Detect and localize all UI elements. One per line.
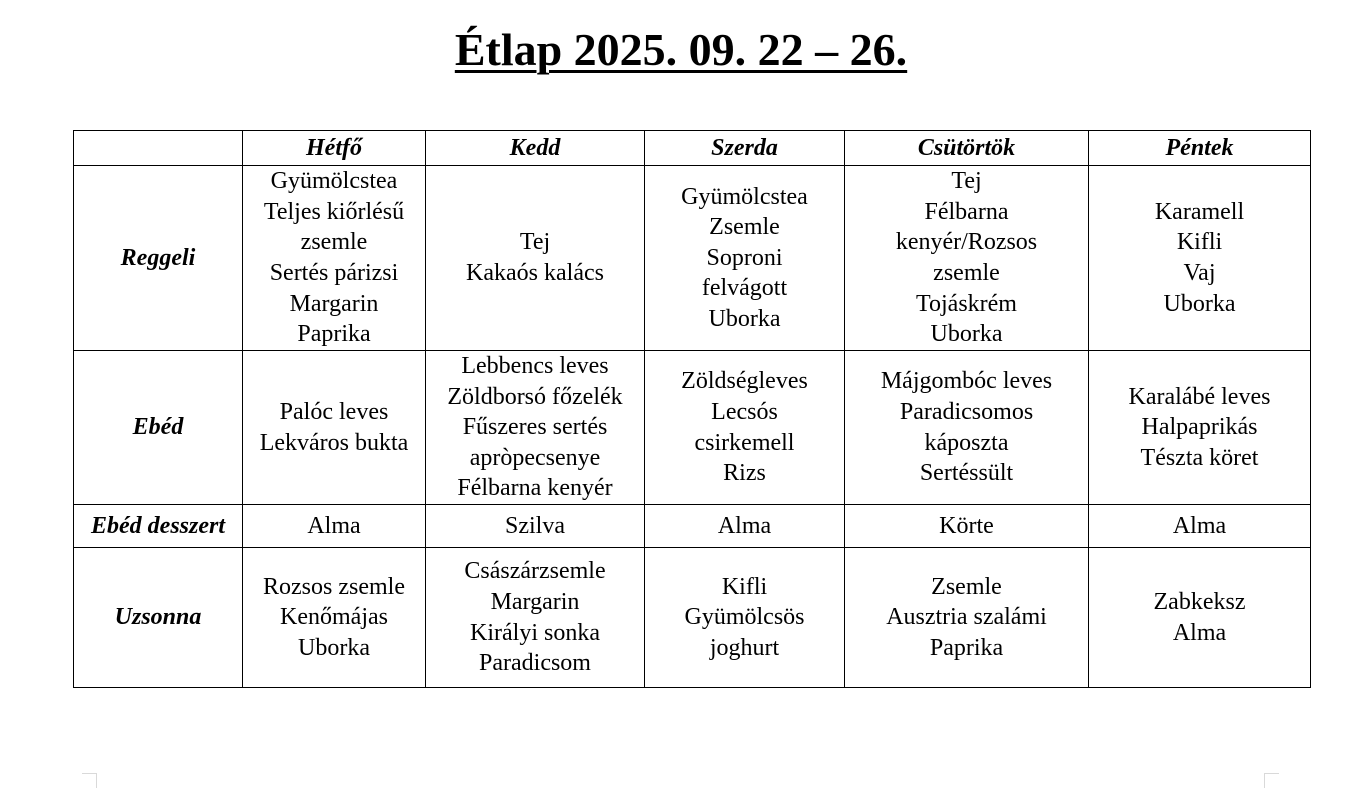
page-title-text: Étlap 2025. 09. 22 – 26. (454, 24, 908, 75)
menu-item: Palóc leves (279, 398, 389, 425)
menu-cell (1089, 505, 1311, 548)
menu-item: Zöldborsó főzelék (447, 383, 623, 410)
menu-cell (1089, 548, 1311, 688)
meal-label-ebed-desszert: Ebéd desszert (74, 505, 243, 548)
day-header-hetfo: Hétfő (243, 131, 426, 166)
menu-cell (1089, 351, 1311, 505)
menu-cell (243, 548, 426, 688)
menu-item: Májgombóc leves (880, 368, 1053, 395)
menu-item: Lebbencs leves (461, 353, 609, 380)
menu-item: Uborka (930, 321, 1003, 348)
menu-item: Paradicsom (479, 650, 591, 677)
day-header-csutortok: Csütörtök (845, 131, 1089, 166)
menu-table (73, 130, 1311, 688)
menu-cell (645, 548, 845, 688)
menu-item: Paprika (297, 321, 371, 348)
corner-cell (74, 131, 243, 166)
menu-item: Királyi sonka (470, 619, 600, 646)
menu-item: Rizs (723, 460, 766, 487)
menu-item: Tej (519, 229, 551, 256)
menu-item: kenyér/Rozsos (895, 229, 1038, 256)
menu-item: Lecsós (711, 398, 778, 425)
menu-item: Gyümölcstea (681, 183, 808, 210)
menu-cell (426, 351, 645, 505)
menu-item: Zsemle (931, 573, 1002, 600)
menu-item: Kifli (721, 573, 768, 600)
menu-item: Körte (939, 512, 994, 539)
menu-item: Zabkeksz (1153, 588, 1246, 615)
menu-cell (243, 505, 426, 548)
table-row (74, 505, 1311, 548)
menu-item: Alma (1172, 619, 1227, 646)
meal-label-reggeli: Reggeli (74, 166, 243, 351)
menu-item: Soproni (706, 244, 783, 271)
menu-item: Tej (951, 168, 982, 195)
menu-item: Paprika (929, 634, 1004, 661)
menu-item: káposzta (924, 429, 1009, 456)
page-title (0, 22, 1362, 78)
menu-item: Tészta köret (1140, 444, 1259, 471)
menu-cell (243, 166, 426, 351)
menu-item: Sertéssült (919, 460, 1014, 487)
menu-cell (645, 505, 845, 548)
menu-cell (845, 548, 1089, 688)
menu-cell (1089, 166, 1311, 351)
menu-item: Uborka (298, 634, 370, 661)
menu-item: felvágott (701, 275, 788, 302)
menu-item: Tojáskrém (916, 290, 1017, 317)
menu-item: Uborka (1163, 290, 1236, 317)
menu-item: Sertés párizsi (269, 260, 399, 286)
menu-item: Halpaprikás (1141, 414, 1258, 441)
menu-cell (845, 505, 1089, 548)
menu-item: Alma (717, 512, 772, 539)
menu-item: Teljes kiőrlésű (263, 198, 405, 225)
menu-item: Kakaós kalács (466, 260, 604, 286)
menu-item: csirkemell (694, 429, 795, 456)
menu-cell (645, 351, 845, 505)
menu-cell (845, 351, 1089, 505)
table-row (74, 351, 1311, 505)
menu-item: Vaj (1183, 260, 1216, 286)
meal-label-uzsonna: Uzsonna (74, 548, 243, 688)
menu-item: Margarin (289, 290, 379, 317)
menu-item: Lekváros bukta (259, 429, 409, 456)
menu-item: zsemle (933, 260, 1000, 286)
page-corner-mark-left (82, 773, 97, 788)
menu-cell (845, 166, 1089, 351)
menu-cell (243, 351, 426, 505)
page-corner-mark-right (1264, 773, 1279, 788)
menu-cell (426, 166, 645, 351)
day-header-szerda: Szerda (645, 131, 845, 166)
menu-item: Paradicsomos (899, 398, 1034, 425)
menu-item: Félbarna (924, 198, 1009, 225)
menu-item: Rozsos zsemle (263, 573, 405, 600)
table-row (74, 548, 1311, 688)
menu-item: Alma (1172, 512, 1227, 539)
menu-item: Császárzsemle (464, 558, 606, 585)
menu-item: Félbarna kenyér (457, 475, 613, 502)
menu-item: Uborka (708, 305, 781, 332)
header-row (74, 131, 1311, 166)
day-header-pentek: Péntek (1089, 131, 1311, 166)
menu-item: Karamell (1154, 198, 1245, 225)
menu-item: Kenőmájas (280, 604, 388, 631)
menu-body (74, 166, 1311, 688)
menu-item: Zsemle (709, 214, 780, 241)
menu-cell (426, 548, 645, 688)
menu-item: Fűszeres sertés (462, 414, 608, 441)
menu-item: Zöldségleves (681, 368, 808, 395)
menu-item: Szilva (505, 512, 565, 539)
menu-item: Alma (307, 512, 361, 539)
menu-item: Ausztria szalámi (886, 604, 1047, 631)
menu-item: joghurt (709, 634, 780, 661)
menu-item: Gyümölcsös (684, 604, 805, 631)
menu-item: Kifli (1176, 229, 1223, 256)
meal-label-ebed: Ebéd (74, 351, 243, 505)
menu-item: apròpecsenye (469, 444, 601, 471)
menu-item: Margarin (490, 588, 580, 615)
menu-cell (426, 505, 645, 548)
table-row (74, 166, 1311, 351)
menu-item: Gyümölcstea (270, 168, 398, 195)
menu-cell (645, 166, 845, 351)
day-header-kedd: Kedd (426, 131, 645, 166)
menu-item: zsemle (300, 229, 368, 256)
menu-item: Karalábé leves (1128, 383, 1271, 410)
